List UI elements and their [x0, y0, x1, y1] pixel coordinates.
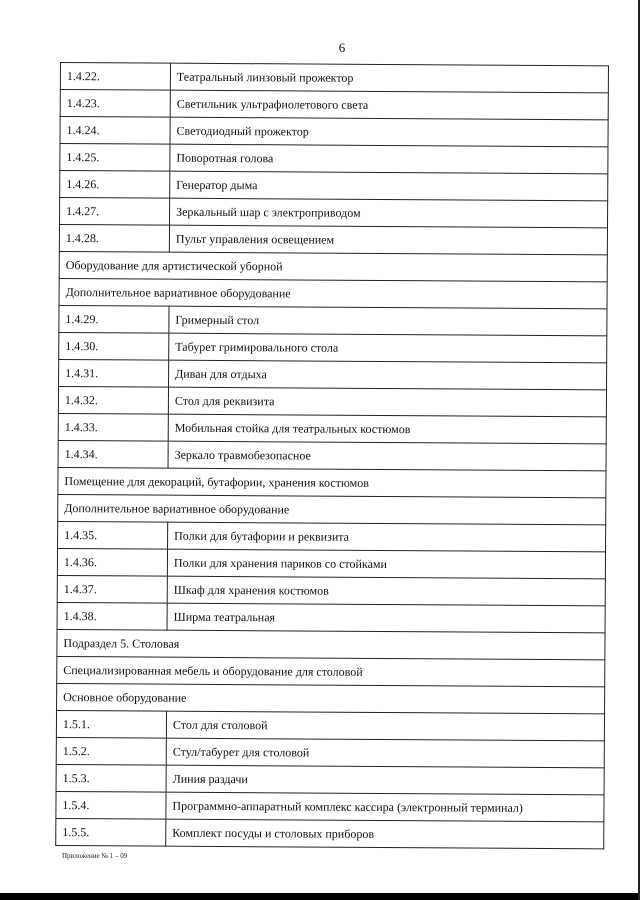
table-row [60, 144, 608, 174]
section-row [58, 494, 606, 524]
item-number: 1.5.4. [56, 791, 166, 819]
section-heading: Дополнительное вариативное оборудование [58, 494, 606, 524]
item-name: Полки для бутафории и реквизита [168, 522, 606, 552]
section-row [58, 467, 606, 497]
section-row [57, 683, 605, 713]
item-number: 1.4.37. [57, 575, 167, 603]
section-row [59, 278, 607, 308]
item-name: Программно-аппаратный комплекс кассира (электронный терминал) [166, 792, 604, 822]
item-number: 1.4.27. [60, 198, 170, 226]
table-row [58, 521, 606, 551]
item-number: 1.4.33. [58, 413, 168, 441]
section-row [57, 629, 605, 659]
item-name: Стол для столовой [166, 711, 604, 741]
table-row [58, 386, 606, 416]
item-name: Мобильная стойка для театральных костюмов [168, 414, 606, 444]
section-heading: Помещение для декораций, бутафории, хранения костюмов [58, 467, 606, 497]
item-name: Пульт управления освещением [169, 225, 607, 255]
item-number: 1.5.1. [56, 710, 166, 738]
item-name: Стул/табурет для столовой [166, 738, 604, 768]
footer-note: Приложение № 1 – 09 [62, 852, 128, 860]
item-name: Диван для отдыха [169, 360, 607, 390]
item-name: Поворотная голова [170, 144, 608, 174]
table-row [58, 413, 606, 443]
table-row [59, 305, 607, 335]
table-row [56, 737, 604, 767]
item-name: Светодиодный прожектор [170, 117, 608, 147]
item-name: Зеркальный шар с электроприводом [170, 198, 608, 228]
table-row [58, 440, 606, 470]
scan-border-bottom [0, 893, 640, 900]
section-heading: Оборудование для артистической уборной [59, 251, 607, 281]
item-name: Табурет гримировального стола [169, 333, 607, 363]
item-number: 1.5.3. [56, 764, 166, 792]
table-row [56, 710, 604, 740]
item-name: Комплект посуды и столовых приборов [166, 819, 604, 849]
item-number: 1.4.35. [58, 521, 168, 549]
item-name: Зеркало травмобезопасное [168, 441, 606, 471]
table-row [59, 225, 607, 255]
item-name: Гримерный стол [169, 306, 607, 336]
page-number: 6 [338, 40, 346, 55]
section-row [59, 251, 607, 281]
item-number: 1.4.25. [60, 144, 170, 172]
item-number: 1.5.5. [56, 818, 166, 846]
table-row [60, 63, 608, 93]
section-row [57, 656, 605, 686]
item-number: 1.4.38. [57, 602, 167, 630]
item-name: Светильник ультрафиолетового света [170, 90, 608, 120]
item-number: 1.5.2. [56, 737, 166, 765]
section-heading: Основное оборудование [57, 683, 605, 713]
item-number: 1.4.34. [58, 440, 168, 468]
table-row [60, 117, 608, 147]
table-row [56, 791, 604, 821]
table-row [60, 90, 608, 120]
item-name: Полки для хранения париков со стойками [167, 549, 605, 579]
table-row [57, 548, 605, 578]
item-name: Шкаф для хранения костюмов [167, 576, 605, 606]
item-number: 1.4.32. [58, 386, 168, 414]
item-number: 1.4.31. [59, 359, 169, 387]
item-number: 1.4.26. [60, 171, 170, 199]
table-row [56, 764, 604, 794]
item-name: Театральный линзовый прожектор [170, 63, 608, 93]
item-number: 1.4.30. [59, 332, 169, 360]
item-number: 1.4.36. [57, 548, 167, 576]
table-row [57, 575, 605, 605]
item-name: Стол для реквизита [168, 387, 606, 417]
section-heading: Подраздел 5. Столовая [57, 629, 605, 659]
table-row [60, 198, 608, 228]
item-number: 1.4.23. [60, 90, 170, 118]
table-row [56, 818, 604, 848]
equipment-table-body [56, 63, 609, 849]
item-name: Ширма театральная [167, 603, 605, 633]
item-number: 1.4.29. [59, 305, 169, 333]
section-heading: Дополнительное вариативное оборудование [59, 278, 607, 308]
item-number: 1.4.22. [60, 63, 170, 91]
item-name: Линия раздачи [166, 765, 604, 795]
table-row [59, 359, 607, 389]
table-row [59, 332, 607, 362]
item-name: Генератор дыма [170, 171, 608, 201]
item-number: 1.4.28. [59, 225, 169, 253]
table-row [60, 171, 608, 201]
item-number: 1.4.24. [60, 117, 170, 145]
equipment-table [55, 62, 609, 849]
section-heading: Специализированная мебель и оборудование для столовой [57, 656, 605, 686]
table-row [57, 602, 605, 632]
